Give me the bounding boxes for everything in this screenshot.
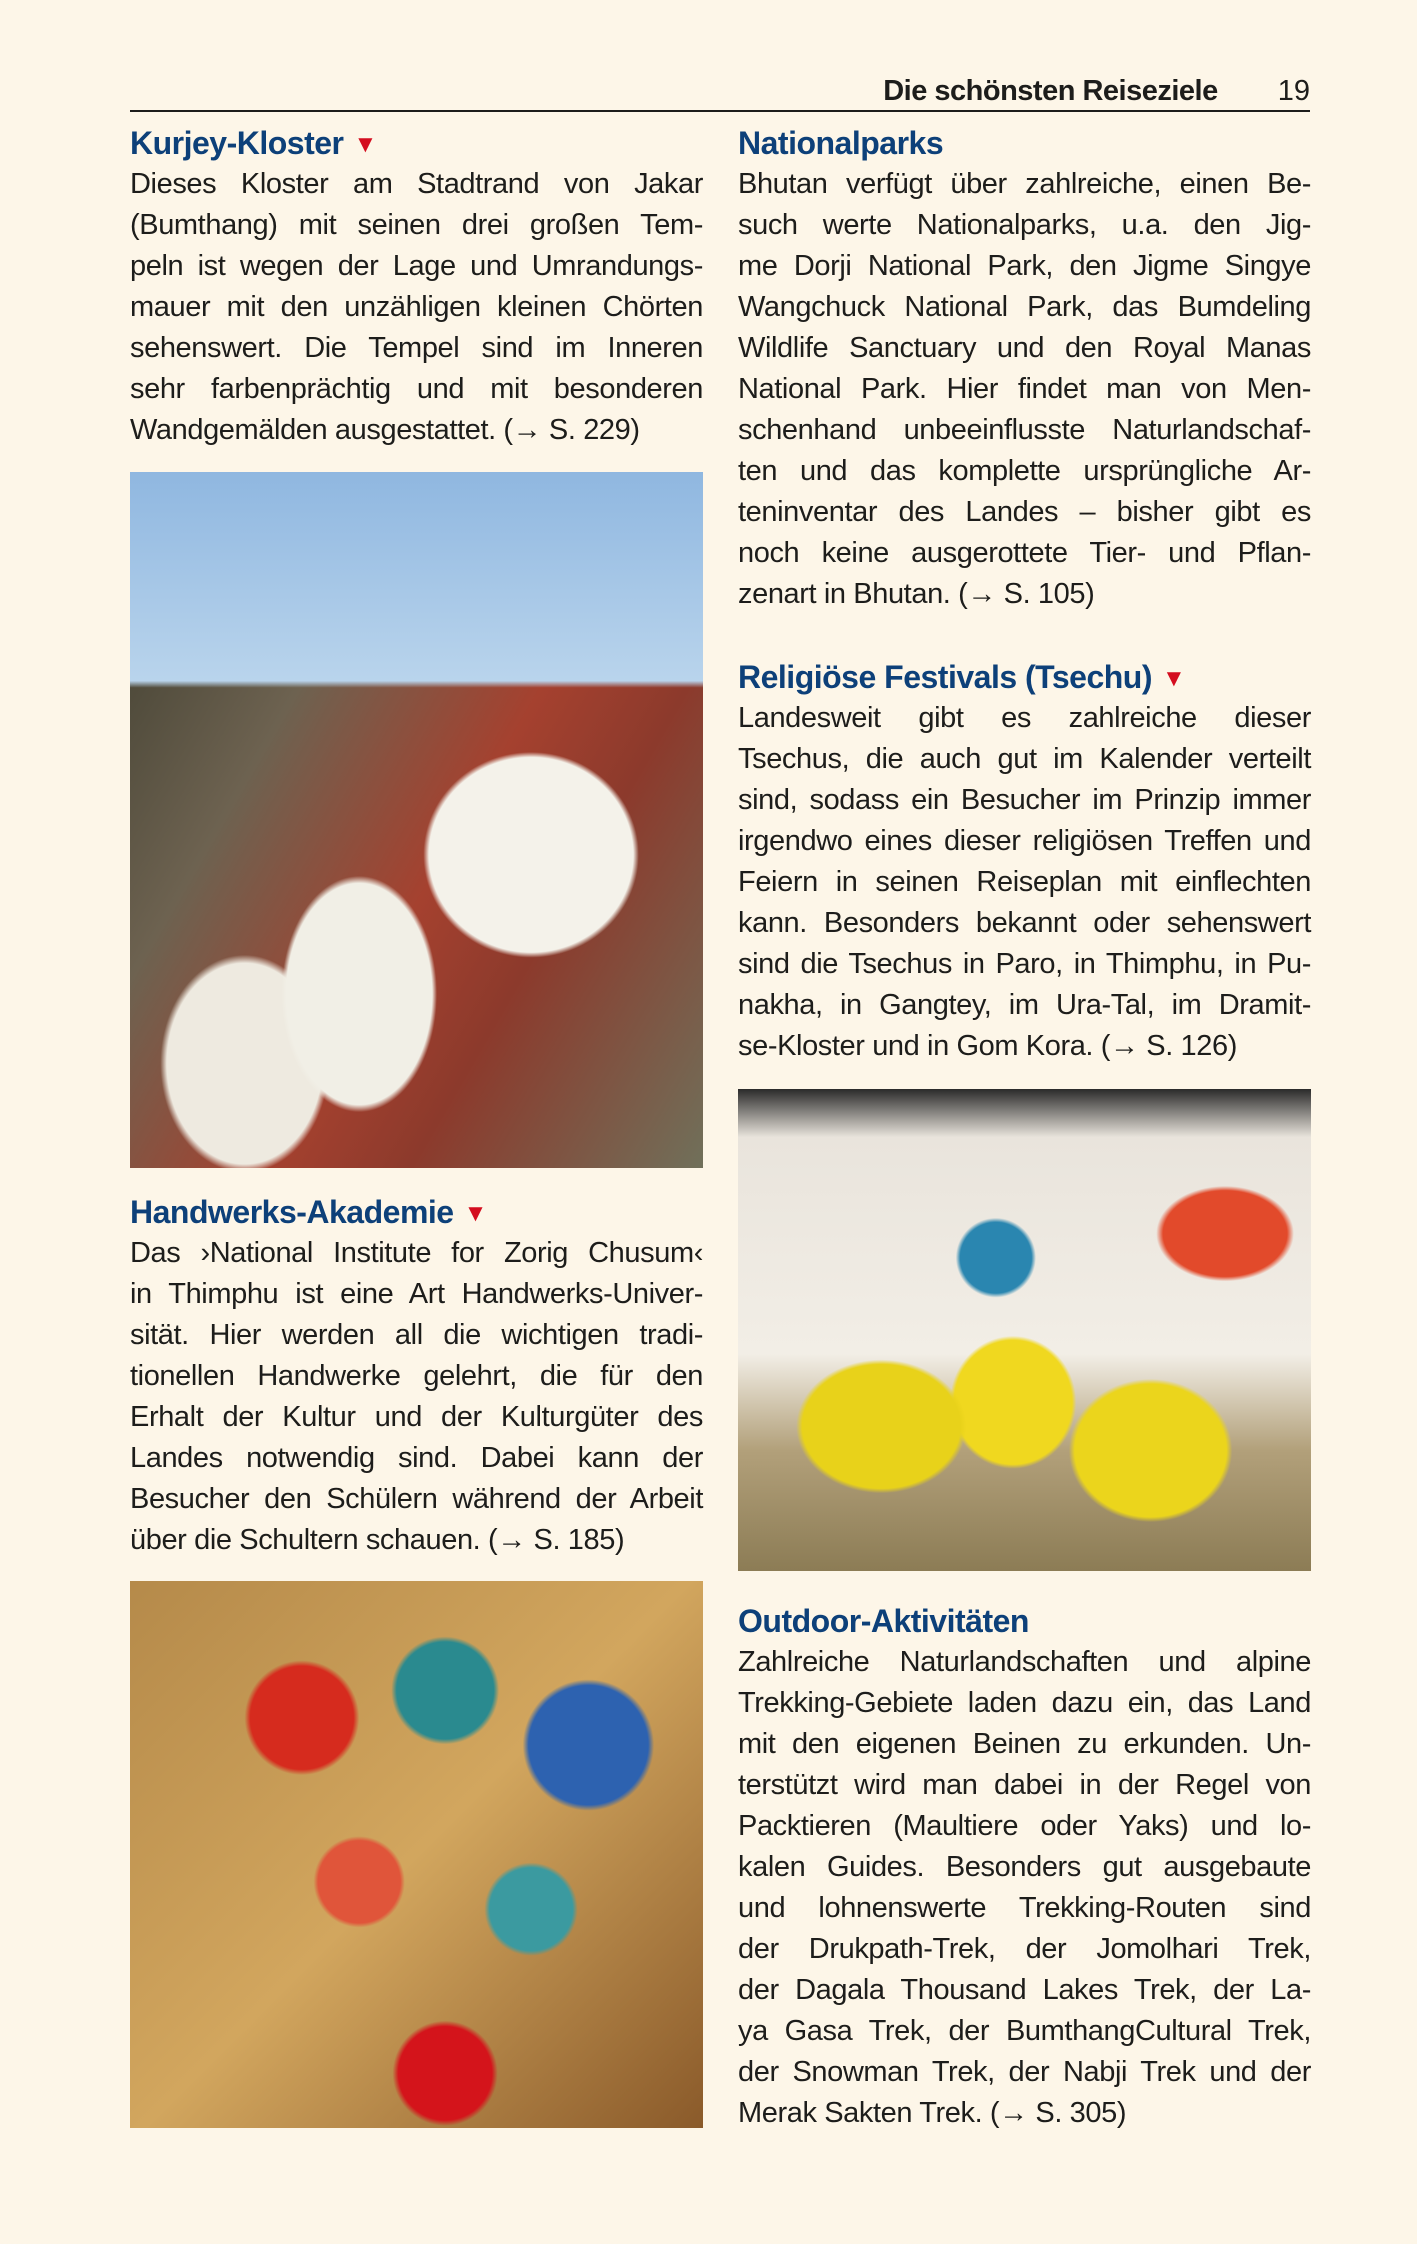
photo-masks [130, 1581, 703, 2128]
page-number: 19 [1277, 75, 1310, 107]
section-festivals [738, 656, 1311, 1067]
body-text-line: Zahlreiche Naturlandschaften und alpine [738, 1646, 1311, 1678]
photo-kurjey-chortens [130, 472, 703, 1168]
section-heading [130, 1191, 703, 1233]
body-text-line: Besucher den Schülern während der Arbeit [130, 1483, 703, 1515]
body-text-line: Trekking-Gebiete laden dazu ein, das Land [738, 1687, 1311, 1719]
body-text-line: über die Schultern schauen. (→ S. 185) [130, 1524, 625, 1556]
body-text-line: Wildlife Sanctuary und den Royal Manas [738, 332, 1311, 364]
body-text-line: der Dagala Thousand Lakes Trek, der La- [738, 1974, 1311, 2006]
body-text-line: kalen Guides. Besonders gut ausgebaute [738, 1851, 1311, 1883]
body-text-line: sind, sodass ein Besucher im Prinzip immer [738, 784, 1311, 816]
section-heading [738, 1600, 1311, 1642]
body-text-line: sehenswert. Die Tempel sind im Inneren [130, 332, 703, 364]
highlight-marker-icon: ▼ [1161, 665, 1186, 692]
body-text-line: sehr farbenprächtig und mit besonderen [130, 373, 703, 405]
body-text-line: (Bumthang) mit seinen drei großen Tem- [130, 209, 703, 241]
body-text-line: me Dorji National Park, den Jigme Singye [738, 250, 1311, 282]
section-kurjey [130, 122, 703, 451]
body-text-line: teninventar des Landes – bisher gibt es [738, 496, 1311, 528]
section-heading [130, 122, 703, 164]
section-heading [738, 122, 1311, 164]
body-text-line: Merak Sakten Trek. (→ S. 305) [738, 2097, 1127, 2129]
body-text-line: tionellen Handwerke gelehrt, die für den [130, 1360, 703, 1392]
section-title: Die schönsten Reiseziele [883, 75, 1218, 107]
body-text-line: und lohnenswerte Trekking-Routen sind [738, 1892, 1311, 1924]
body-text-line: terstützt wird man dabei in der Regel von [738, 1769, 1311, 1801]
section-title: Religiöse Festivals (Tsechu) [738, 659, 1152, 695]
body-text-line: Packtieren (Maultiere oder Yaks) und lo- [738, 1810, 1311, 1842]
body-text-line: ten und das komplette ursprüngliche Ar- [738, 455, 1311, 487]
body-text-line: Landes notwendig sind. Dabei kann der [130, 1442, 703, 1474]
body-text-line: zenart in Bhutan. (→ S. 105) [738, 578, 1095, 610]
body-text-line: se-Kloster und in Gom Kora. (→ S. 126) [738, 1030, 1237, 1062]
body-text-line: such werte Nationalparks, u.a. den Jig- [738, 209, 1311, 241]
body-text-line: Dieses Kloster am Stadtrand von Jakar [130, 168, 703, 200]
body-text-line: Wandgemälden ausgestattet. (→ S. 229) [130, 414, 640, 446]
body-text-line: mauer mit den unzähligen kleinen Chörten [130, 291, 703, 323]
body-text-line: Landesweit gibt es zahlreiche dieser [738, 702, 1311, 734]
body-text-line: kann. Besonders bekannt oder sehenswert [738, 907, 1311, 939]
body-text-line: National Park. Hier findet man von Men- [738, 373, 1311, 405]
running-header [130, 66, 1310, 112]
photo-tsechu-dancers [738, 1089, 1311, 1571]
body-text-line: Bhutan verfügt über zahlreiche, einen Be- [738, 168, 1311, 200]
body-text-line: schenhand unbeeinflusste Naturlandschaf- [738, 414, 1311, 446]
body-text-line: ya Gasa Trek, der BumthangCultural Trek, [738, 2015, 1311, 2047]
section-title: Kurjey-Kloster [130, 125, 344, 161]
section-title: Nationalparks [738, 125, 944, 161]
body-text-line: Wangchuck National Park, das Bumdeling [738, 291, 1311, 323]
body-text-line: sind die Tsechus in Paro, in Thimphu, in Pu- [738, 948, 1311, 980]
highlight-marker-icon: ▼ [463, 1200, 487, 1227]
section-title: Outdoor-Aktivitäten [738, 1603, 1029, 1639]
section-heading [738, 656, 1311, 698]
body-text-line: peln ist wegen der Lage und Umrandungs- [130, 250, 703, 282]
body-text-line: der Snowman Trek, der Nabji Trek und der [738, 2056, 1311, 2088]
body-text-line: mit den eigenen Beinen zu erkunden. Un- [738, 1728, 1311, 1760]
body-text-line: irgendwo eines dieser religiösen Treffen und [738, 825, 1311, 857]
section-handwerks [130, 1191, 703, 1561]
body-text-line: in Thimphu ist eine Art Handwerks-Univer- [130, 1278, 703, 1310]
section-title: Handwerks-Akademie [130, 1194, 454, 1230]
body-text-line: der Drukpath-Trek, der Jomolhari Trek, [738, 1933, 1311, 1965]
section-nationalparks [738, 122, 1311, 615]
body-text-line: nakha, in Gangtey, im Ura-Tal, im Dramit- [738, 989, 1311, 1021]
body-text-line: noch keine ausgerottete Tier- und Pflan- [738, 537, 1311, 569]
body-text-line: Erhalt der Kultur und der Kulturgüter des [130, 1401, 703, 1433]
body-text-line: Feiern in seinen Reiseplan mit einflechten [738, 866, 1311, 898]
highlight-marker-icon: ▼ [353, 131, 377, 158]
body-text-line: sität. Hier werden all die wichtigen tradi- [130, 1319, 703, 1351]
body-text-line: Das ›National Institute for Zorig Chusum‹ [130, 1237, 703, 1269]
section-outdoor [738, 1600, 1311, 2134]
body-text-line: Tsechus, die auch gut im Kalender verteilt [738, 743, 1311, 775]
